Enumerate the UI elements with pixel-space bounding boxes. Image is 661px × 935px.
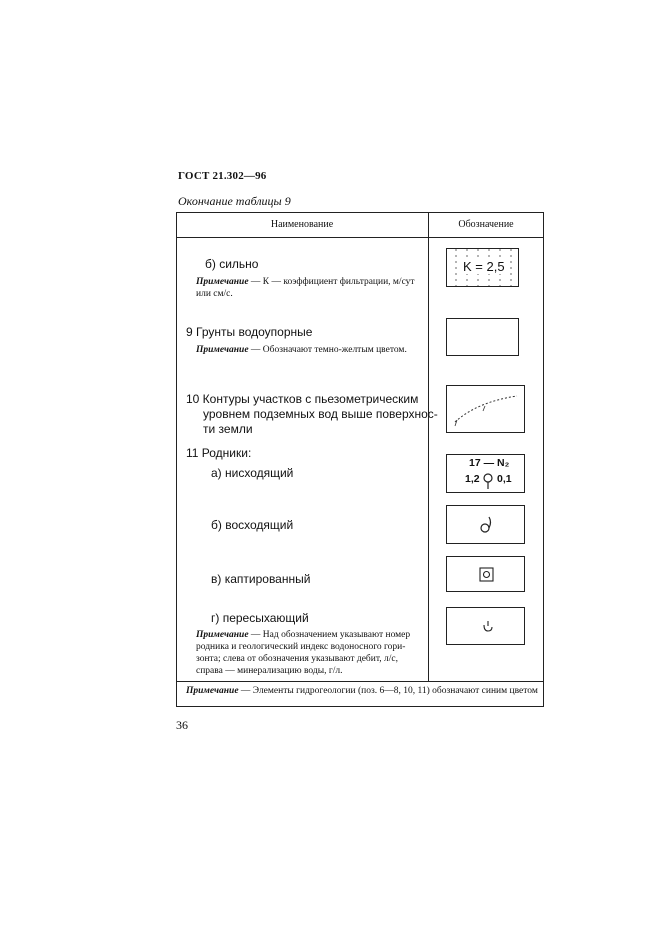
row-9-note bbox=[196, 344, 426, 356]
symbol-aquiclude bbox=[446, 318, 519, 356]
row-a-label: а) нисходящий bbox=[211, 466, 294, 480]
note-prefix: Примечание bbox=[186, 686, 239, 696]
row-b-strong-label: б) сильно bbox=[205, 257, 259, 271]
symbol-descending-spring bbox=[446, 454, 525, 493]
page-number: 36 bbox=[176, 718, 188, 732]
row-g-label: г) пересыхающий bbox=[211, 611, 309, 625]
table-footer-note bbox=[186, 685, 538, 697]
row-g-note bbox=[196, 629, 426, 677]
row-b-strong-note bbox=[196, 276, 426, 300]
symbol-k-value: K = 2,5 bbox=[463, 259, 505, 274]
row-10-label-line3: ти земли bbox=[203, 422, 253, 436]
symbol-drying-spring bbox=[446, 607, 525, 645]
column-divider bbox=[428, 212, 429, 682]
column-header-name: Наименование bbox=[270, 219, 334, 230]
symbol-ascending-spring bbox=[446, 505, 525, 544]
spring-index: 17 — N₂ bbox=[469, 457, 510, 469]
spring-mineralization: 0,1 bbox=[497, 473, 512, 485]
note-line: справа — минерализацию воды, г/л. bbox=[196, 666, 343, 676]
captured-spring-icon bbox=[479, 567, 495, 583]
note-text: — Элементы гидрогеологии (поз. 6—8, 10, 11) обозначают синим цветом bbox=[238, 686, 538, 696]
note-line bbox=[196, 629, 426, 641]
dashed-curve-icon bbox=[447, 386, 524, 432]
column-header-symbol: Обозначение bbox=[458, 219, 514, 230]
symbol-captured-spring bbox=[446, 556, 525, 592]
note-prefix: Примечание bbox=[196, 630, 249, 640]
header-divider bbox=[176, 237, 544, 238]
symbol-piezometric-contour bbox=[446, 385, 525, 433]
note-text: — Над обозначением указывают номер bbox=[248, 630, 411, 640]
row-10-label-line1: 10 Контуры участков с пьезометрическим bbox=[186, 392, 419, 406]
ascending-spring-icon bbox=[477, 516, 497, 538]
drying-spring-icon bbox=[481, 620, 495, 634]
row-b-ascending-label: б) восходящий bbox=[211, 518, 294, 532]
note-prefix: Примечание bbox=[196, 345, 249, 355]
note-text: — Обозначают темно-желтым цветом. bbox=[248, 345, 407, 355]
note-line: родника и геологический индекс водоносного гори- bbox=[196, 642, 406, 652]
row-9-label: 9 Грунты водоупорные bbox=[186, 325, 313, 339]
footer-divider bbox=[176, 681, 544, 682]
symbol-filtration-coefficient bbox=[446, 248, 519, 287]
table-caption: Окончание таблицы 9 bbox=[178, 194, 291, 208]
row-11-label: 11 Родники: bbox=[186, 446, 252, 460]
spring-discharge: 1,2 bbox=[465, 473, 480, 485]
document-header: ГОСТ 21.302—96 bbox=[178, 170, 267, 182]
note-line: зонта; слева от обозначения указывают дебит, л/с, bbox=[196, 654, 398, 664]
row-10-label-line2: уровнем подземных вод выше поверхнос- bbox=[203, 407, 438, 421]
note-prefix: Примечание bbox=[196, 277, 249, 287]
row-v-label: в) каптированный bbox=[211, 572, 311, 586]
note-text: — К — коэффициент фильтрации, м/сут или см/с. bbox=[196, 277, 415, 299]
spring-icon bbox=[482, 472, 496, 490]
